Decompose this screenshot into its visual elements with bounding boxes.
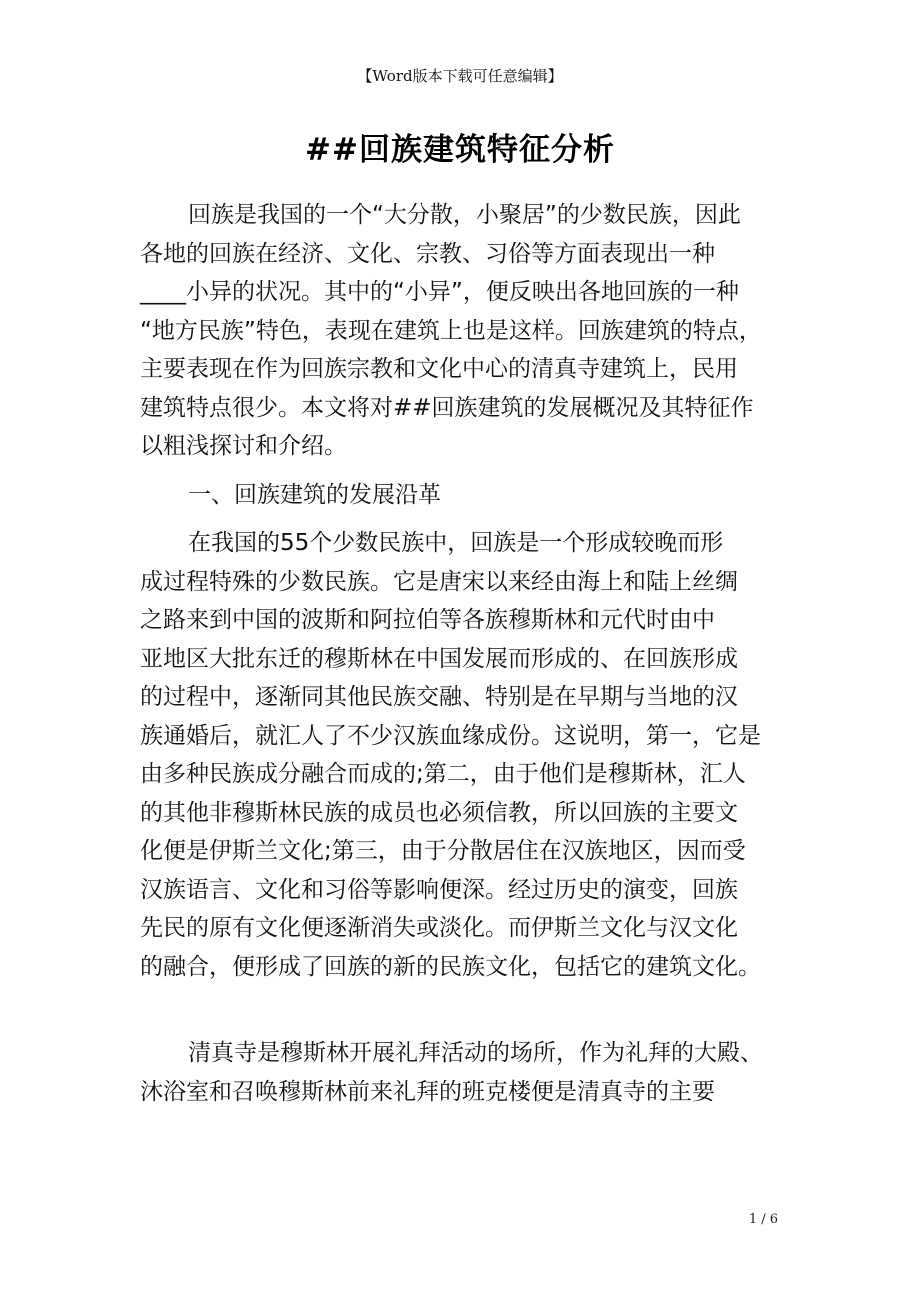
text-line: 在我国的55个少数民族中，回族是一个形成较晚而形 <box>188 530 724 556</box>
text-line: 成过程特殊的少数民族。它是唐宋以来经由海上和陆上丝绸 <box>140 568 738 595</box>
text-line: 的过程中，逐渐同其他民族交融、特别是在早期与当地的汉 <box>140 684 738 710</box>
paragraph-spacer <box>140 514 790 524</box>
text-line: 汉族语言、文化和习俗等影响便深。经过历史的演变，回族 <box>140 876 738 903</box>
text-line: 族通婚后，就汇人了不少汉族血缘成份。这说明，第一，它是 <box>140 722 761 749</box>
text-line: 的其他非穆斯林民族的成员也必须信教，所以回族的主要文 <box>140 799 738 826</box>
document-body <box>140 196 790 1111</box>
text-line: “地方民族”特色，表现在建筑上也是这样。回族建筑的特点， <box>140 317 762 344</box>
paragraph-intro <box>140 196 790 466</box>
paragraph-spacer <box>140 986 790 1034</box>
page-number: 1 / 6 <box>748 1212 778 1227</box>
paragraph-spacer <box>140 466 790 476</box>
text-line: 先民的原有文化便逐渐消失或淡化。而伊斯兰文化与汉文化 <box>140 915 738 941</box>
paragraph-mosque <box>140 1034 790 1111</box>
text-line: ____小异的状况。其中的“小异”，便反映出各地回族的一种 <box>140 279 739 305</box>
text-line: 清真寺是穆斯林开展礼拜活动的场所，作为礼拜的大殿、 <box>188 1040 763 1066</box>
text-line: 建筑特点很少。本文将对##回族建筑的发展概况及其特征作 <box>140 394 754 421</box>
text-line: 由多种民族成分融合而成的;第二，由于他们是穆斯林，汇人 <box>140 761 746 787</box>
header-note: 【Word版本下载可任意编辑】 <box>357 67 563 85</box>
paragraph-history <box>140 524 790 986</box>
text-line: 的融合，便形成了回族的新的民族文化，包括它的建筑文化。 <box>140 953 761 980</box>
text-line: 主要表现在作为回族宗教和文化中心的清真寺建筑上，民用 <box>140 356 738 382</box>
text-line: 化便是伊斯兰文化;第三，由于分散居住在汉族地区，因而受 <box>140 838 746 864</box>
text-line: 亚地区大批东迁的穆斯林在中国发展而形成的、在回族形成 <box>140 645 738 672</box>
text-line: 回族是我国的一个“大分散，小聚居”的少数民族，因此 <box>188 202 741 228</box>
document-title: ##回族建筑特征分析 <box>305 132 615 168</box>
text-line: 之路来到中国的波斯和阿拉伯等各族穆斯林和元代时由中 <box>140 607 715 633</box>
text-line: 以粗浅探讨和介绍。 <box>140 433 347 459</box>
text-line: 各地的回族在经济、文化、宗教、习俗等方面表现出一种 <box>140 240 715 267</box>
text-line: 沐浴室和召唤穆斯林前来礼拜的班克楼便是清真寺的主要 <box>140 1078 715 1105</box>
section-heading: 一、回族建筑的发展沿革 <box>188 481 441 508</box>
